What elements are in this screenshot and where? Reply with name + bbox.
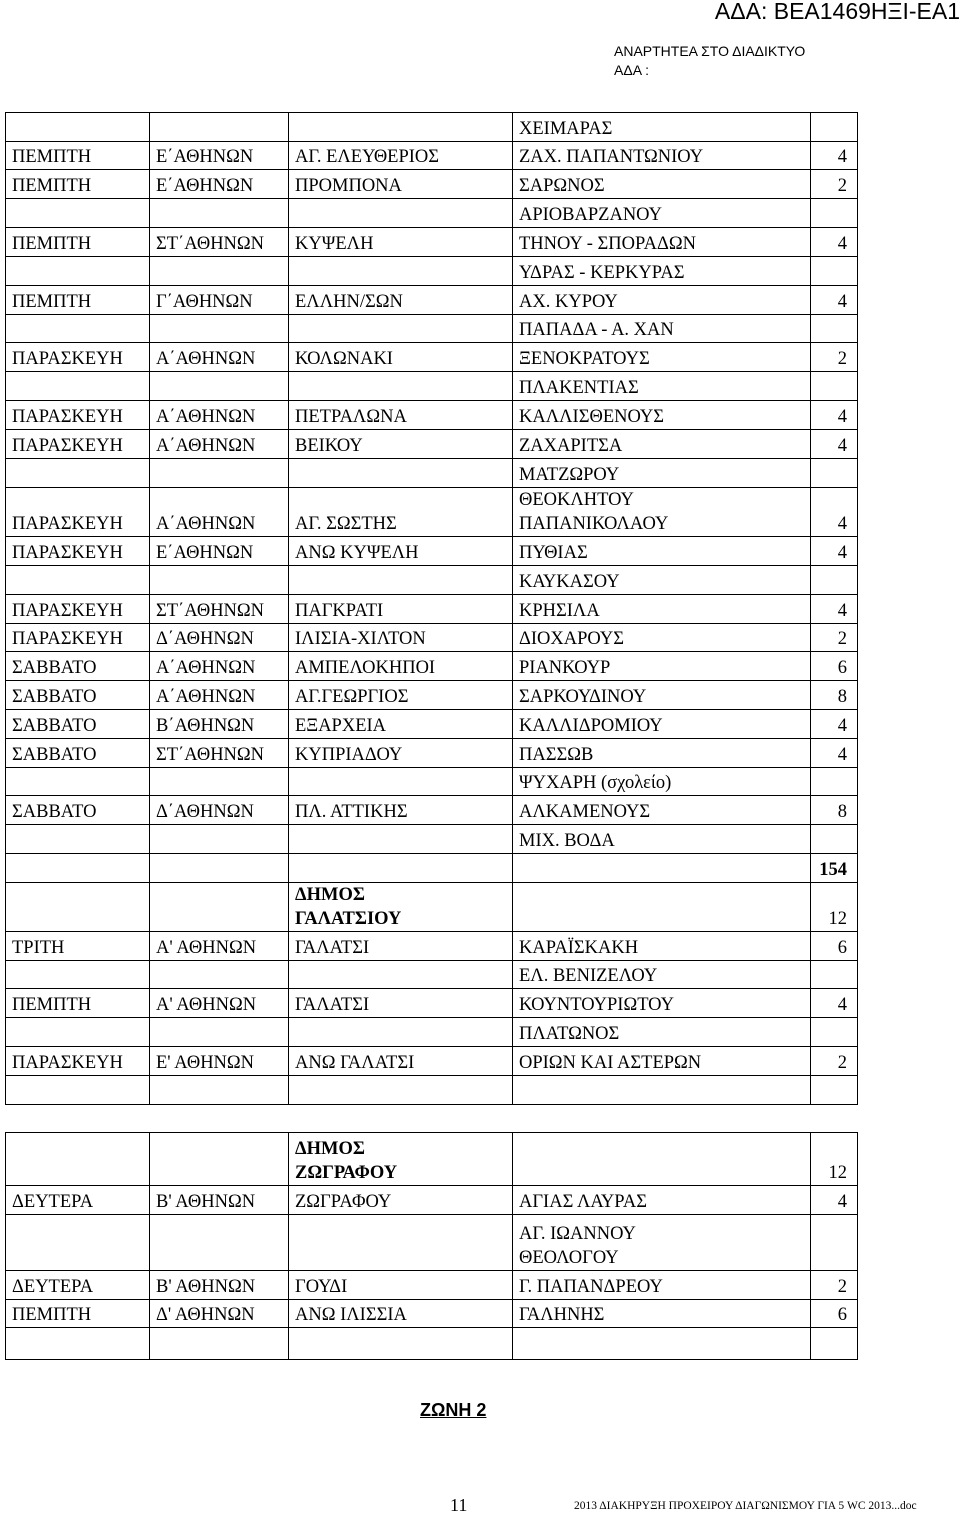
table-row [6,286,858,315]
unit-cell: ΣΤ΄ΑΘΗΝΩΝ [150,739,289,768]
table-row [6,459,858,488]
unit-cell [150,1215,289,1271]
area-cell [289,257,513,286]
unit-cell: Β' ΑΘΗΝΩΝ [150,1186,289,1215]
count-cell: 2 [811,624,858,652]
count-cell [811,961,858,989]
count-cell [811,1328,858,1360]
table-row [6,652,858,681]
unit-cell [150,1076,289,1105]
count-cell: 6 [811,652,858,681]
table-row [6,854,858,883]
count-cell: 4 [811,710,858,739]
unit-cell: Α΄ΑΘΗΝΩΝ [150,488,289,537]
day-cell: ΣΑΒΒΑΤΟ [6,739,150,768]
table-row [6,199,858,228]
count-cell [811,315,858,343]
unit-cell: Ε΄ΑΘΗΝΩΝ [150,142,289,170]
area-cell: ΙΛΙΣΙΑ-ΧΙΛΤΟΝ [289,624,513,652]
area-cell: ΑΓ. ΣΩΣΤΗΣ [289,488,513,537]
street-cell: ΑΧ. ΚΥΡΟΥ [513,286,811,315]
count-cell: 4 [811,286,858,315]
table-row [6,1328,858,1360]
table-row [6,932,858,961]
table-row [6,1076,858,1105]
table-row [6,401,858,430]
unit-cell: Ε΄ΑΘΗΝΩΝ [150,170,289,199]
street-cell: ΚΑΡΑΪΣΚΑΚΗ [513,932,811,961]
unit-cell: Γ΄ΑΘΗΝΩΝ [150,286,289,315]
table-row [6,343,858,372]
street-cell: ΠΥΘΙΑΣ [513,537,811,566]
table-row [6,1300,858,1328]
street-cell [513,1076,811,1105]
day-cell: ΠΑΡΑΣΚΕΥΗ [6,401,150,430]
table-row [6,1133,858,1186]
day-cell [6,315,150,343]
day-cell [6,1215,150,1271]
count-cell: 8 [811,796,858,825]
table-row [6,488,858,537]
table-row [6,624,858,652]
day-cell: ΔΕΥΤΕΡΑ [6,1271,150,1300]
area-cell: ΠΛ. ΑΤΤΙΚΗΣ [289,796,513,825]
unit-cell: ΣΤ΄ΑΘΗΝΩΝ [150,228,289,257]
street-cell: ΠΛΑΤΩΝΟΣ [513,1018,811,1047]
area-cell: ΕΞΑΡΧΕΙΑ [289,710,513,739]
area-cell [289,961,513,989]
street-cell: ΧΕΙΜΑΡΑΣ [513,113,811,142]
count-cell: 154 [811,854,858,883]
count-cell: 4 [811,1186,858,1215]
unit-cell [150,566,289,595]
unit-cell: Δ΄ΑΘΗΝΩΝ [150,624,289,652]
document-filename: 2013 ΔΙΑΚΗΡΥΞΗ ΠΡΟΧΕΙΡΟΥ ΔΙΑΓΩΝΙΣΜΟΥ ΓΙΑ 5 WC 2013...doc [574,1500,917,1512]
street-cell: ΕΛ. ΒΕΝΙΖΕΛΟΥ [513,961,811,989]
area-cell: ΑΝΩ ΚΥΨΕΛΗ [289,537,513,566]
street-cell: ΣΑΡΩΝΟΣ [513,170,811,199]
day-cell [6,372,150,401]
street-cell [513,883,811,932]
day-cell [6,1328,150,1360]
unit-cell: Β' ΑΘΗΝΩΝ [150,1271,289,1300]
unit-cell: Ε' ΑΘΗΝΩΝ [150,1047,289,1076]
day-cell [6,1076,150,1105]
table-row [6,961,858,989]
day-cell [6,199,150,228]
table-row [6,681,858,710]
area-cell: ΚΥΠΡΙΑΔΟΥ [289,739,513,768]
street-cell: ΠΛΑΚΕΝΤΙΑΣ [513,372,811,401]
count-cell [811,1076,858,1105]
day-cell: ΠΑΡΑΣΚΕΥΗ [6,488,150,537]
table-row [6,1047,858,1076]
count-cell: 6 [811,1300,858,1328]
count-cell [811,825,858,854]
street-cell: ΚΟΥΝΤΟΥΡΙΩΤΟΥ [513,989,811,1018]
day-cell: ΠΕΜΠΤΗ [6,989,150,1018]
unit-cell: Α΄ΑΘΗΝΩΝ [150,401,289,430]
zone-title: ΖΩΝΗ 2 [420,1400,487,1420]
day-cell [6,1018,150,1047]
day-cell: ΠΑΡΑΣΚΕΥΗ [6,624,150,652]
street-cell: ΘΕΟΚΛΗΤΟΥ ΠΑΠΑΝΙΚΟΛΑΟΥ [513,488,811,537]
table-row [6,170,858,199]
ada-code: ΑΔΑ: ΒΕΑ1469ΗΞΙ-ΕΑ1 [714,0,960,24]
area-cell: ΠΡΟΜΠΟΝΑ [289,170,513,199]
area-cell: ΑΓ. ΕΛΕΥΘΕΡΙΟΣ [289,142,513,170]
page-number: 11 [450,1495,468,1515]
street-cell: ΞΕΝΟΚΡΑΤΟΥΣ [513,343,811,372]
day-cell: ΣΑΒΒΑΤΟ [6,796,150,825]
day-cell [6,883,150,932]
area-cell: ΚΥΨΕΛΗ [289,228,513,257]
street-cell: ΚΑΥΚΑΣΟΥ [513,566,811,595]
count-cell: 2 [811,170,858,199]
street-cell: ΑΓΙΑΣ ΛΑΥΡΑΣ [513,1186,811,1215]
street-cell: ΜΙΧ. ΒΟΔΑ [513,825,811,854]
unit-cell [150,1018,289,1047]
table-row [6,883,858,932]
day-cell: ΤΡΙΤΗ [6,932,150,961]
unit-cell: Α' ΑΘΗΝΩΝ [150,932,289,961]
day-cell: ΠΕΜΠΤΗ [6,170,150,199]
area-cell [289,1076,513,1105]
table-row [6,1018,858,1047]
street-cell: ΣΑΡΚΟΥΔΙΝΟΥ [513,681,811,710]
area-cell: ΑΓ.ΓΕΩΡΓΙΟΣ [289,681,513,710]
day-cell: ΠΕΜΠΤΗ [6,228,150,257]
day-cell: ΣΑΒΒΑΤΟ [6,652,150,681]
table-row [6,595,858,624]
area-cell: ΒΕΙΚΟΥ [289,430,513,459]
table-row [6,537,858,566]
unit-cell [150,113,289,142]
area-cell: ΚΟΛΩΝΑΚΙ [289,343,513,372]
count-cell [811,257,858,286]
count-cell: 4 [811,142,858,170]
unit-cell [150,257,289,286]
table-row [6,989,858,1018]
area-cell [289,1018,513,1047]
day-cell [6,825,150,854]
day-cell [6,257,150,286]
count-cell: 12 [811,1133,858,1186]
day-cell [6,566,150,595]
street-cell: ΜΑΤΖΩΡΟΥ [513,459,811,488]
area-cell [289,854,513,883]
count-cell: 4 [811,488,858,537]
table-row [6,315,858,343]
count-cell: 6 [811,932,858,961]
day-cell [6,768,150,796]
area-cell [289,315,513,343]
street-cell: ΚΑΛΛΙΣΘΕΝΟΥΣ [513,401,811,430]
street-cell [513,1328,811,1360]
street-cell [513,1133,811,1186]
table-row [6,257,858,286]
unit-cell [150,1328,289,1360]
area-cell: ΑΝΩ ΙΛΙΣΣΙΑ [289,1300,513,1328]
table-row [6,566,858,595]
count-cell [811,1215,858,1271]
table-row [6,710,858,739]
table-row [6,1271,858,1300]
table-row [6,739,858,768]
table-row [6,142,858,170]
unit-cell: Δ' ΑΘΗΝΩΝ [150,1300,289,1328]
area-cell [289,768,513,796]
count-cell [811,1018,858,1047]
count-cell: 12 [811,883,858,932]
day-cell: ΠΑΡΑΣΚΕΥΗ [6,537,150,566]
area-cell: ΑΜΠΕΛΟΚΗΠΟΙ [289,652,513,681]
street-cell: ΥΔΡΑΣ - ΚΕΡΚΥΡΑΣ [513,257,811,286]
unit-cell: Δ΄ΑΘΗΝΩΝ [150,796,289,825]
count-cell [811,372,858,401]
table-row [6,825,858,854]
street-cell: ΤΗΝΟΥ - ΣΠΟΡΑΔΩΝ [513,228,811,257]
street-cell: ΖΑΧ. ΠΑΠΑΝΤΩΝΙΟΥ [513,142,811,170]
street-cell: ΑΓ. ΙΩΑΝΝΟΥ ΘΕΟΛΟΓΟΥ [513,1215,811,1271]
unit-cell [150,459,289,488]
unit-cell [150,854,289,883]
count-cell: 2 [811,343,858,372]
day-cell: ΠΑΡΑΣΚΕΥΗ [6,430,150,459]
unit-cell: Α΄ΑΘΗΝΩΝ [150,681,289,710]
area-cell [289,459,513,488]
count-cell: 4 [811,537,858,566]
unit-cell [150,315,289,343]
count-cell: 4 [811,430,858,459]
day-cell: ΠΑΡΑΣΚΕΥΗ [6,343,150,372]
day-cell [6,854,150,883]
schedule-table-1 [5,112,858,1105]
area-cell [289,566,513,595]
day-cell: ΠΕΜΠΤΗ [6,1300,150,1328]
street-cell: ΖΑΧΑΡΙΤΣΑ [513,430,811,459]
day-cell: ΠΕΜΠΤΗ [6,142,150,170]
count-cell: 2 [811,1047,858,1076]
street-cell: ΟΡΙΩΝ ΚΑΙ ΑΣΤΕΡΩΝ [513,1047,811,1076]
count-cell: 4 [811,989,858,1018]
street-cell: ΓΑΛΗΝΗΣ [513,1300,811,1328]
unit-cell [150,825,289,854]
unit-cell: Α΄ΑΘΗΝΩΝ [150,652,289,681]
count-cell [811,459,858,488]
day-cell: ΣΑΒΒΑΤΟ [6,681,150,710]
day-cell: ΣΑΒΒΑΤΟ [6,710,150,739]
area-cell: ΠΑΓΚΡΑΤΙ [289,595,513,624]
unit-cell [150,961,289,989]
area-cell: ΖΩΓΡΑΦΟΥ [289,1186,513,1215]
area-cell: ΓΑΛΑΤΣΙ [289,932,513,961]
unit-cell: Α΄ΑΘΗΝΩΝ [150,343,289,372]
unit-cell [150,1133,289,1186]
street-cell [513,854,811,883]
table-row [6,372,858,401]
posted-online-note: ΑΝΑΡΤΗΤΕΑ ΣΤΟ ΔΙΑΔΙΚΤΥΟ [614,43,806,59]
unit-cell [150,883,289,932]
day-cell: ΠΕΜΠΤΗ [6,286,150,315]
area-cell: ΕΛΛΗΝ/ΣΩΝ [289,286,513,315]
count-cell [811,199,858,228]
unit-cell [150,768,289,796]
table-row [6,768,858,796]
area-cell [289,372,513,401]
day-cell: ΔΕΥΤΕΡΑ [6,1186,150,1215]
street-cell: ΔΙΟΧΑΡΟΥΣ [513,624,811,652]
street-cell: ΚΡΗΣΙΛΑ [513,595,811,624]
unit-cell: ΣΤ΄ΑΘΗΝΩΝ [150,595,289,624]
unit-cell: Ε΄ΑΘΗΝΩΝ [150,537,289,566]
street-cell: ΑΡΙΟΒΑΡΖΑΝΟΥ [513,199,811,228]
count-cell: 4 [811,595,858,624]
ada-label: ΑΔΑ : [614,62,650,78]
area-cell: ΔΗΜΟΣ ΓΑΛΑΤΣΙΟΥ [289,883,513,932]
area-cell [289,1215,513,1271]
area-cell [289,1328,513,1360]
unit-cell: Β΄ΑΘΗΝΩΝ [150,710,289,739]
day-cell [6,1133,150,1186]
area-cell: ΔΗΜΟΣ ΖΩΓΡΑΦΟΥ [289,1133,513,1186]
count-cell [811,768,858,796]
table-row [6,113,858,142]
day-cell [6,113,150,142]
area-cell [289,825,513,854]
unit-cell: Α΄ΑΘΗΝΩΝ [150,430,289,459]
count-cell [811,113,858,142]
day-cell [6,961,150,989]
street-cell: ΠΑΣΣΩΒ [513,739,811,768]
unit-cell [150,372,289,401]
count-cell: 4 [811,401,858,430]
area-cell: ΠΕΤΡΑΛΩΝΑ [289,401,513,430]
count-cell: 8 [811,681,858,710]
street-cell: Γ. ΠΑΠΑΝΔΡΕΟΥ [513,1271,811,1300]
count-cell: 4 [811,739,858,768]
area-cell: ΓΑΛΑΤΣΙ [289,989,513,1018]
unit-cell [150,199,289,228]
table-row [6,1215,858,1271]
area-cell: ΓΟΥΔΙ [289,1271,513,1300]
table-row [6,1186,858,1215]
table-row [6,796,858,825]
unit-cell: Α' ΑΘΗΝΩΝ [150,989,289,1018]
street-cell: ΚΑΛΛΙΔΡΟΜΙΟΥ [513,710,811,739]
street-cell: ΑΛΚΑΜΕΝΟΥΣ [513,796,811,825]
area-cell: ΑΝΩ ΓΑΛΑΤΣΙ [289,1047,513,1076]
street-cell: ΡΙΑΝΚΟΥΡ [513,652,811,681]
day-cell: ΠΑΡΑΣΚΕΥΗ [6,1047,150,1076]
count-cell: 2 [811,1271,858,1300]
table-row [6,430,858,459]
street-cell: ΨΥΧΑΡΗ (σχολείο) [513,768,811,796]
count-cell: 4 [811,228,858,257]
schedule-table-2 [5,1132,858,1360]
area-cell [289,113,513,142]
street-cell: ΠΑΠΑΔΑ - Α. ΧΑΝ [513,315,811,343]
count-cell [811,566,858,595]
area-cell [289,199,513,228]
day-cell [6,459,150,488]
table-row [6,228,858,257]
day-cell: ΠΑΡΑΣΚΕΥΗ [6,595,150,624]
